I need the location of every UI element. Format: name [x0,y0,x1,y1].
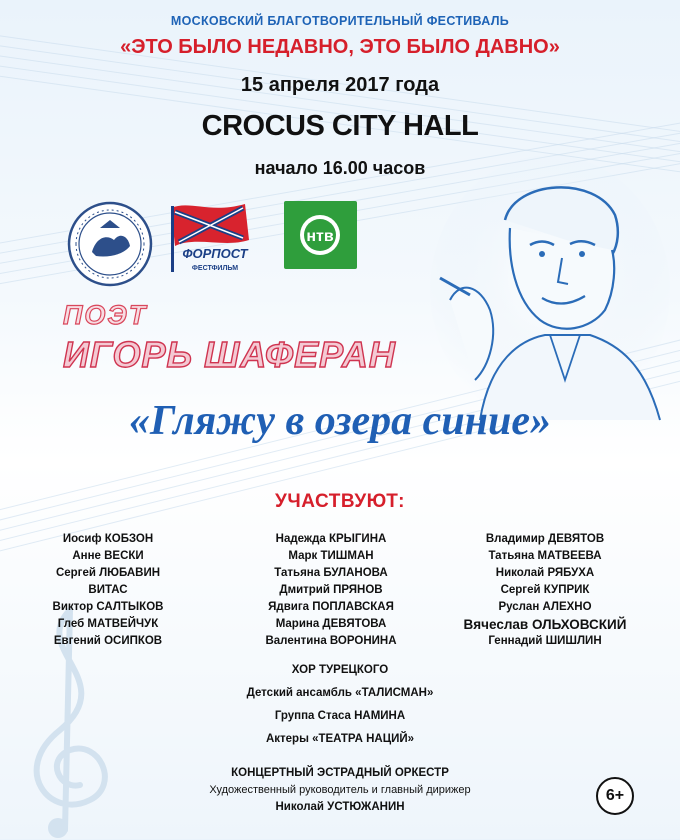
ntv-logo-text: нтв [306,228,334,245]
orchestra-name: КОНЦЕРТНЫЙ ЭСТРАДНЫЙ ОРКЕСТР [231,767,449,779]
participant-name: Сергей КУПРИК [500,584,590,596]
start-time: начало 16.00 часов [254,158,426,178]
participant-name: Надежда КРЫГИНА [275,533,387,545]
venue-name: CROCUS CITY HALL [201,110,479,142]
participant-name: Дмитрий ПРЯНОВ [279,584,383,596]
festival-name: МОСКОВСКИЙ БЛАГОТВОРИТЕЛЬНЫЙ ФЕСТИВАЛЬ [170,14,510,28]
participant-name: Владимир ДЕВЯТОВ [485,533,605,545]
participant-name: Руслан АЛЕХНО [498,601,592,613]
poet-portrait [420,150,670,430]
forpost-logo-text: ФОРПОСТ [182,246,248,261]
ensemble-item: Актеры «ТЕАТРА НАЦИЙ» [265,733,415,745]
ensemble-item: Детский ансамбль «ТАЛИСМАН» [246,687,434,699]
participant-name: Евгений ОСИПКОВ [53,635,163,647]
participant-name: Татьяна МАТВЕЕВА [488,550,602,562]
participants-column-3 [445,531,645,650]
participants-column-2 [236,531,426,650]
participant-name: Глеб МАТВЕЙЧУК [57,618,159,630]
ntv-logo [284,201,357,269]
ensemble-item: Группа Стаса НАМИНА [274,710,406,722]
ensembles-list [0,659,680,751]
concert-title: «Гляжу в озера синие» [128,398,551,444]
poet-label: ПОЭТ [63,300,148,330]
participant-name: Николай РЯБУХА [495,567,595,579]
poet-name: ИГОРЬ ШАФЕРАН [63,334,396,375]
event-date: 15 апреля 2017 года [240,74,440,96]
participant-name: Виктор САЛТЫКОВ [52,601,164,613]
participant-name: Марина ДЕВЯТОВА [275,618,387,630]
festival-subtitle: «ЭТО БЫЛО НЕДАВНО, ЭТО БЫЛО ДАВНО» [120,36,560,58]
conductor-name: Николай УСТЮЖАНИН [275,801,405,813]
participant-name: Вячеслав ОЛЬХОВСКИЙ [463,617,627,632]
participant-name: Татьяна БУЛАНОВА [274,567,388,579]
participant-name: Иосиф КОБЗОН [62,533,154,545]
participant-name: Валентина ВОРОНИНА [265,635,397,647]
forpost-logo-subtext: ФЕСТФИЛЬМ [191,265,239,272]
participant-name: Марк ТИШМАН [288,550,374,562]
conductor-role: Художественный руководитель и главный дирижер [209,784,471,796]
participant-name: Анне ВЕСКИ [72,550,144,562]
participant-name: Ядвига ПОПЛАВСКАЯ [268,601,394,613]
ensemble-item: ХОР ТУРЕЦКОГО [291,664,389,676]
participant-name: Геннадий ШИШЛИН [488,635,602,647]
forpost-festival-logo [165,198,255,274]
participants-column-1 [18,531,198,650]
participant-name: ВИТАС [88,584,128,596]
ntv-icon [284,201,357,269]
participant-name: Сергей ЛЮБАВИН [55,567,161,579]
participants-heading: УЧАСТВУЮТ: [275,491,405,512]
age-rating-badge: 6+ [596,777,634,815]
seal-emblem-logo [66,200,154,288]
